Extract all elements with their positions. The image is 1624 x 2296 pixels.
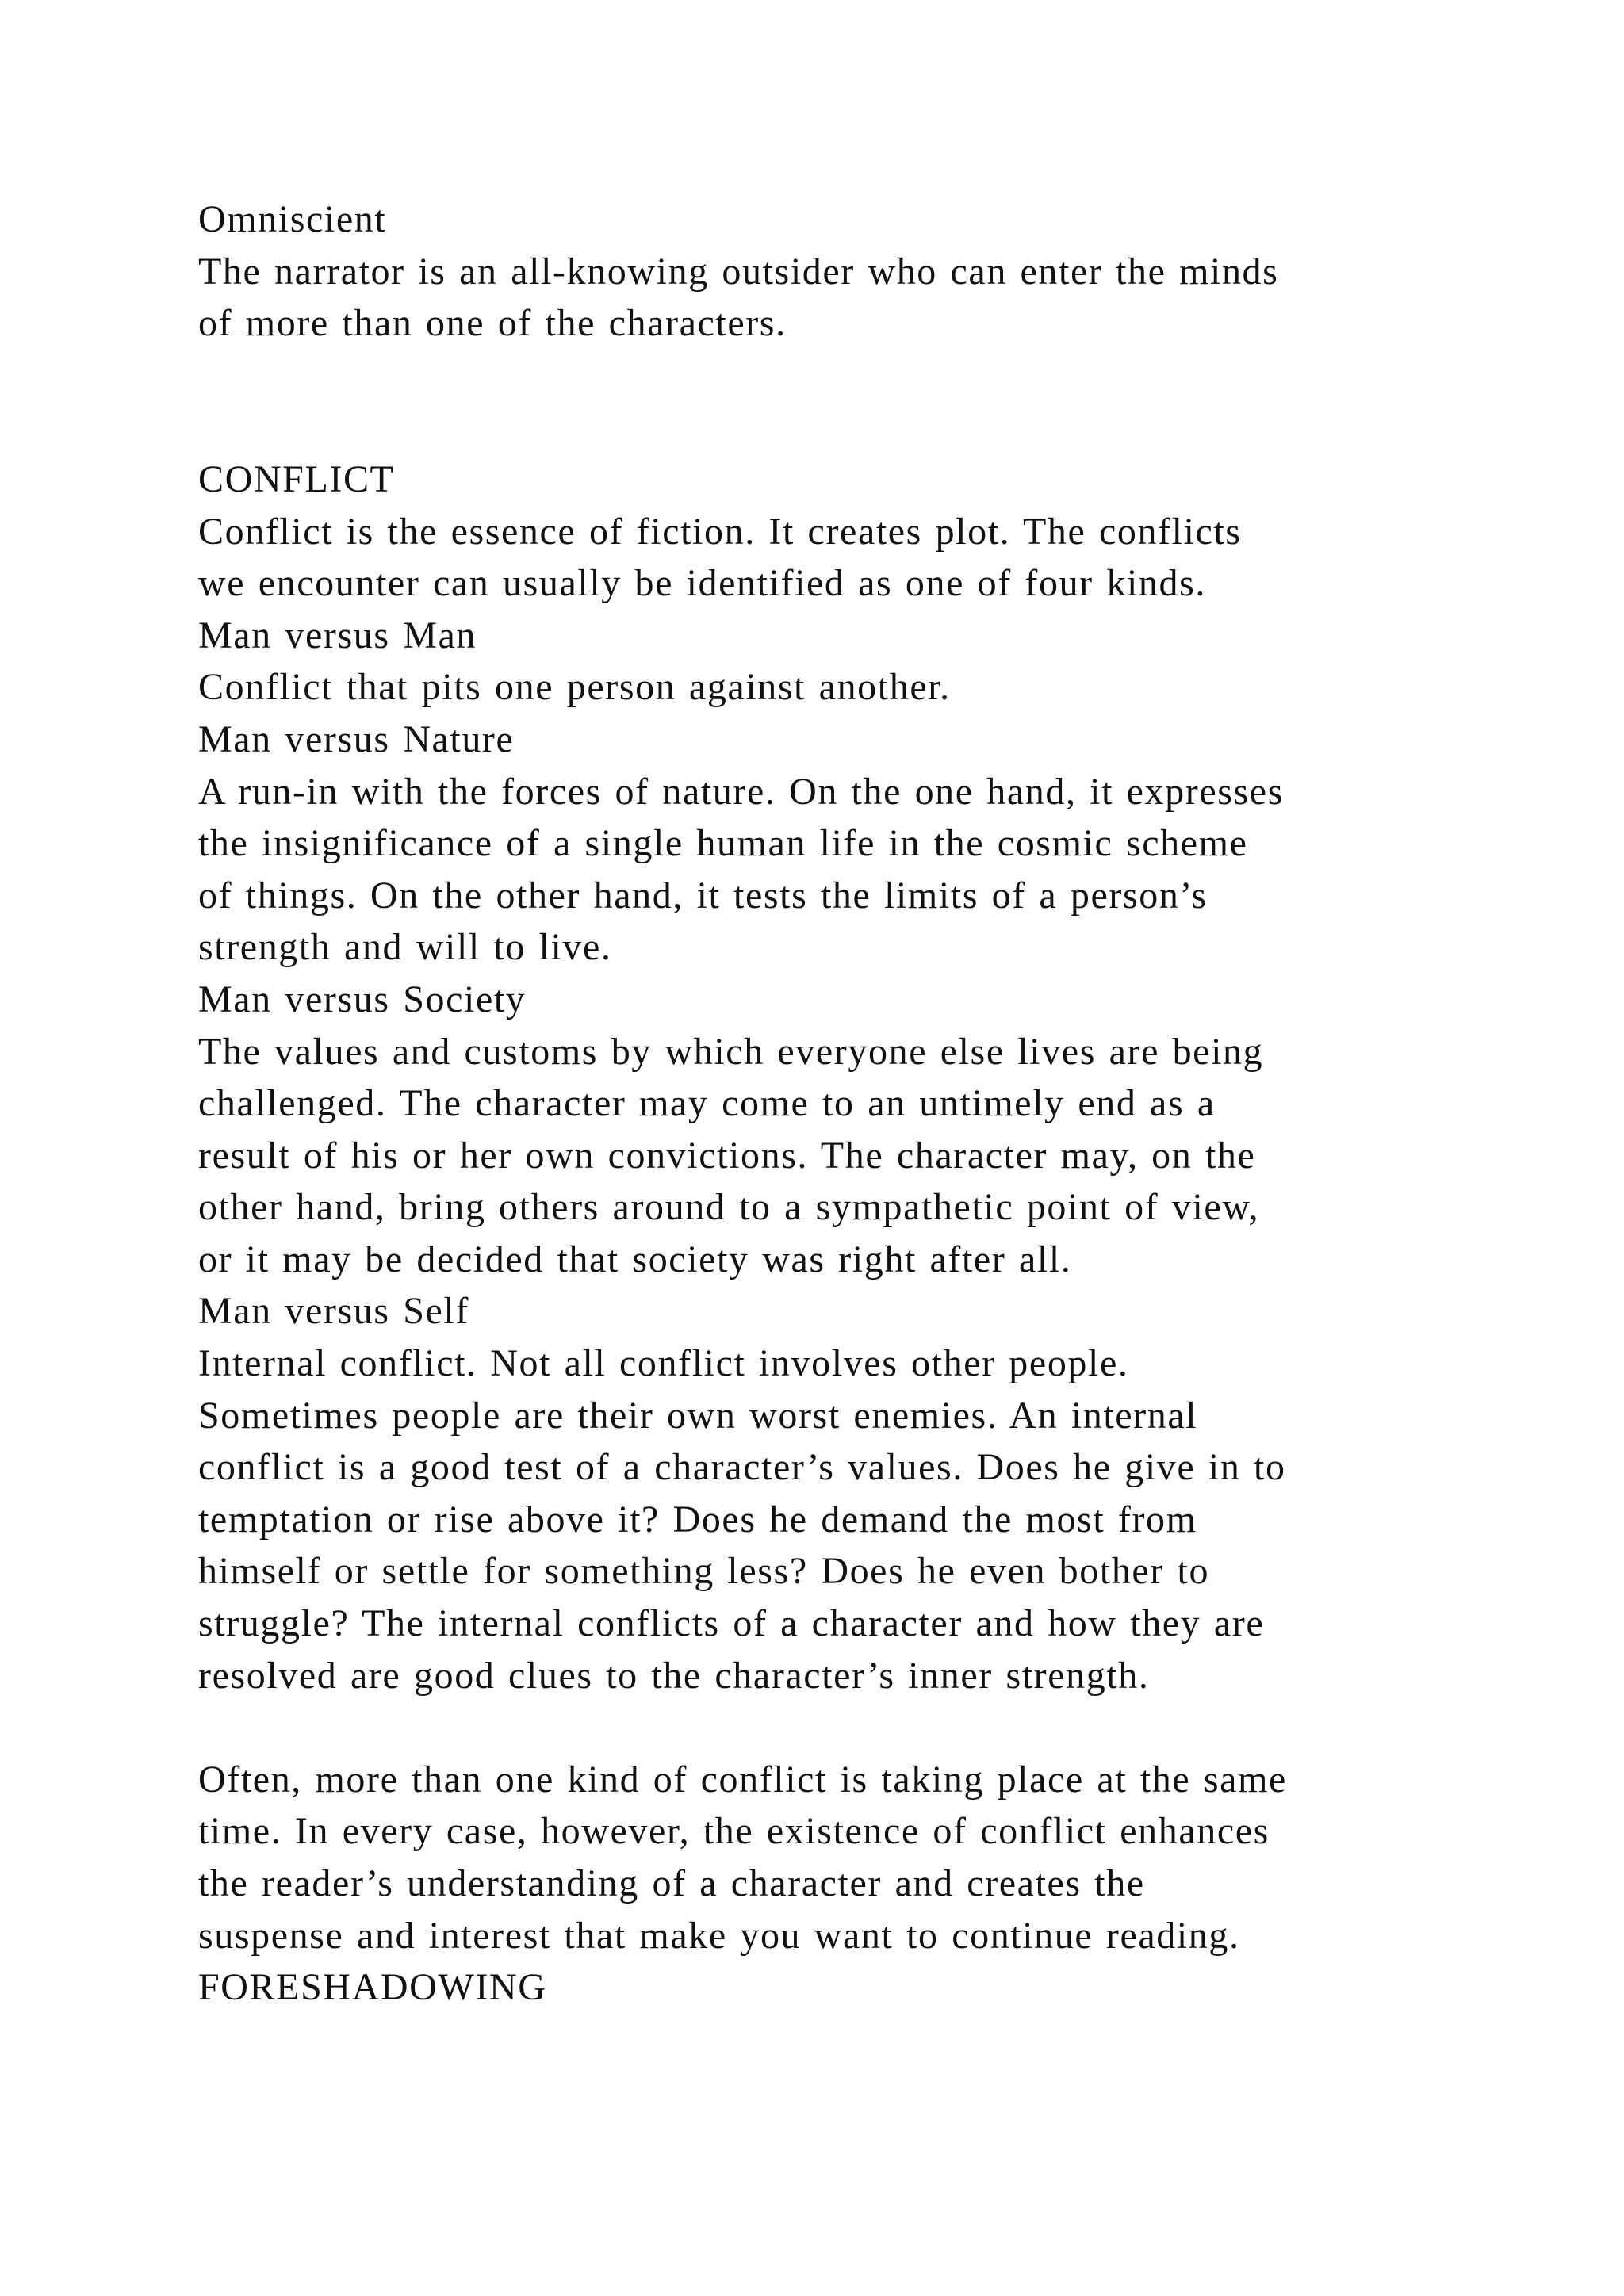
blank-line bbox=[198, 1701, 1546, 1754]
body-line: of things. On the other hand, it tests the limits of a person’s bbox=[198, 874, 1208, 916]
subheading-man-versus-man: Man versus Man bbox=[198, 614, 477, 656]
body-line: or it may be decided that society was right after all. bbox=[198, 1238, 1072, 1280]
body-line: result of his or her own convictions. The character may, on the bbox=[198, 1134, 1256, 1177]
body-line: himself or settle for something less? Does he even bother to bbox=[198, 1550, 1210, 1593]
body-line: other hand, bring others around to a sympathetic point of view, bbox=[198, 1186, 1260, 1229]
section-heading-foreshadowing: FORESHADOWING bbox=[198, 1966, 547, 2009]
body-line: strength and will to live. bbox=[198, 926, 612, 969]
subheading-man-versus-society: Man versus Society bbox=[198, 978, 527, 1020]
body-line: resolved are good clues to the character’s inner strength. bbox=[198, 1654, 1150, 1697]
blank-line bbox=[198, 401, 1546, 453]
body-line: temptation or rise above it? Does he demand the most from bbox=[198, 1498, 1197, 1540]
body-line: The values and customs by which everyone else lives are being bbox=[198, 1030, 1264, 1073]
body-line: Internal conflict. Not all conflict involves other people. bbox=[198, 1342, 1129, 1385]
blank-line bbox=[198, 350, 1546, 402]
body-line: Conflict that pits one person against another. bbox=[198, 666, 951, 709]
body-line: conflict is a good test of a character’s values. Does he give in to bbox=[198, 1446, 1286, 1489]
body-line: the reader’s understanding of a character and creates the bbox=[198, 1862, 1145, 1904]
document-page bbox=[198, 193, 1546, 2014]
body-line: A run-in with the forces of nature. On the one hand, it expresses bbox=[198, 770, 1284, 813]
body-line: we encounter can usually be identified as one of four kinds. bbox=[198, 562, 1206, 605]
body-line: suspense and interest that make you want to continue reading. bbox=[198, 1914, 1240, 1957]
body-line: challenged. The character may come to an untimely end as a bbox=[198, 1082, 1216, 1125]
section-heading-omniscient: Omniscient bbox=[198, 198, 387, 240]
body-line: time. In every case, however, the existence of conflict enhances bbox=[198, 1810, 1270, 1853]
body-line: Sometimes people are their own worst enemies. An internal bbox=[198, 1394, 1198, 1437]
body-line: Often, more than one kind of conflict is taking place at the same bbox=[198, 1758, 1287, 1800]
body-line: the insignificance of a single human life in the cosmic scheme bbox=[198, 822, 1248, 865]
body-line: of more than one of the characters. bbox=[198, 302, 787, 345]
body-line: The narrator is an all-knowing outsider who can enter the minds bbox=[198, 250, 1279, 293]
body-line: Conflict is the essence of fiction. It creates plot. The conflicts bbox=[198, 510, 1242, 553]
subheading-man-versus-self: Man versus Self bbox=[198, 1290, 469, 1333]
section-heading-conflict: CONFLICT bbox=[198, 457, 395, 500]
subheading-man-versus-nature: Man versus Nature bbox=[198, 718, 515, 760]
body-line: struggle? The internal conflicts of a character and how they are bbox=[198, 1602, 1265, 1645]
